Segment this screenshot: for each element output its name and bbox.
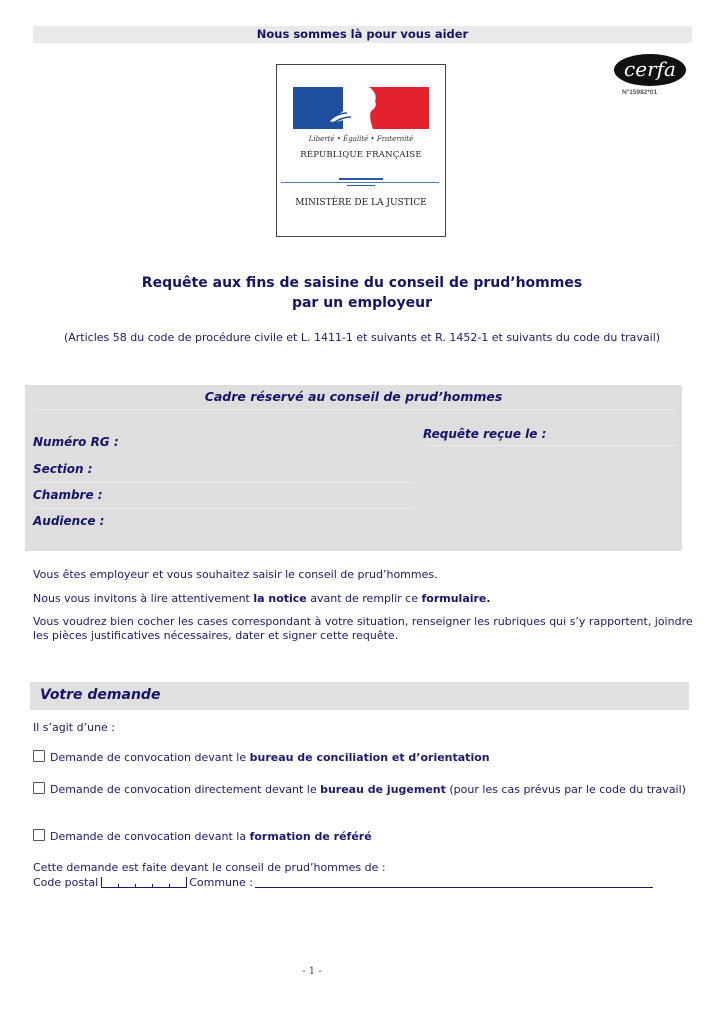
option-jugement[interactable] [33, 782, 695, 797]
option-conciliation[interactable] [33, 750, 695, 765]
page-title [40, 273, 684, 313]
checkbox-conciliation[interactable] [33, 750, 45, 762]
intro-text: Nous vous invitons à lire attentivement [33, 592, 254, 605]
option-text: (pour les cas prévus par le code du travail) [445, 783, 686, 796]
numero-rg-label[interactable]: Numéro RG : [33, 435, 119, 449]
intro-paragraph-2 [33, 592, 693, 606]
intro-paragraph-1: Vous êtes employeur et vous souhaitez saisir le conseil de prud’hommes. [33, 568, 438, 581]
cerfa-logo [614, 54, 686, 96]
commune-field[interactable] [255, 887, 653, 888]
admin-separator [33, 482, 415, 483]
ministry-name: MINISTÈRE DE LA JUSTICE [295, 198, 427, 208]
demande-intro: Il s’agit d’une : [33, 721, 116, 734]
admin-separator [425, 445, 677, 446]
requete-recue-label[interactable]: Requête reçue le : [423, 427, 547, 441]
checkbox-refere[interactable] [33, 829, 45, 841]
notice-link[interactable]: la notice [253, 592, 307, 605]
code-postal-field[interactable] [101, 877, 187, 888]
option-bold-text: bureau de jugement [320, 783, 446, 796]
republic-name: RÉPUBLIQUE FRANÇAISE [300, 150, 422, 160]
admin-box-title: Cadre réservé au conseil de prud’hommes [204, 389, 503, 404]
republic-motto: Liberté • Égalité • Fraternité [308, 135, 414, 143]
section-title: Votre demande [40, 687, 161, 703]
admin-separator [33, 508, 415, 509]
section-label[interactable]: Section : [33, 462, 93, 476]
audience-label[interactable]: Audience : [33, 514, 105, 528]
logo-divider [347, 185, 375, 186]
option-bold-text: bureau de conciliation et d’orientation [249, 751, 490, 764]
admin-reserved-box [25, 385, 682, 551]
title-line-1: Requête aux fins de saisine du conseil de prud’hommes [141, 275, 583, 291]
legal-references: (Articles 58 du code de procédure civile et L. 1411-1 et suivants et R. 1452-1 et suivants du code du travail) [63, 331, 661, 344]
option-text: Demande de convocation devant le [50, 751, 250, 764]
form-reference: formulaire. [421, 592, 491, 605]
option-text: Demande de convocation directement devant le [50, 783, 321, 796]
logo-divider [281, 182, 439, 183]
section-header-votre-demande [30, 682, 689, 710]
chambre-label[interactable]: Chambre : [33, 488, 103, 502]
option-refere[interactable] [33, 829, 695, 844]
conseil-text: Cette demande est faite devant le conseil de prud’hommes de : [33, 861, 386, 874]
cerfa-number: N°15982*01 [622, 89, 658, 96]
option-text: Demande de convocation devant la [50, 830, 250, 843]
ministry-logo [276, 64, 446, 237]
commune-label: Commune : [189, 876, 253, 889]
top-banner: Nous sommes là pour vous aider [33, 26, 692, 43]
cerfa-logo-text: cerfa [614, 54, 686, 86]
option-bold-text: formation de référé [249, 830, 372, 843]
title-line-2: par un employeur [291, 295, 433, 311]
intro-text: avant de remplir ce [306, 592, 422, 605]
code-postal-label: Code postal [33, 876, 99, 889]
postal-commune-row [33, 875, 695, 890]
logo-divider [339, 178, 383, 180]
admin-separator [33, 409, 674, 410]
intro-paragraph-3: Vous voudrez bien cocher les cases correspondant à votre situation, renseigner les rubriques qui s’y rapportent, joindre les pièces justificatives nécessaires, dater et signer cette requête. [33, 615, 693, 642]
page-number: - 1 - [302, 966, 322, 977]
marianne-icon [321, 87, 401, 129]
checkbox-jugement[interactable] [33, 782, 45, 794]
